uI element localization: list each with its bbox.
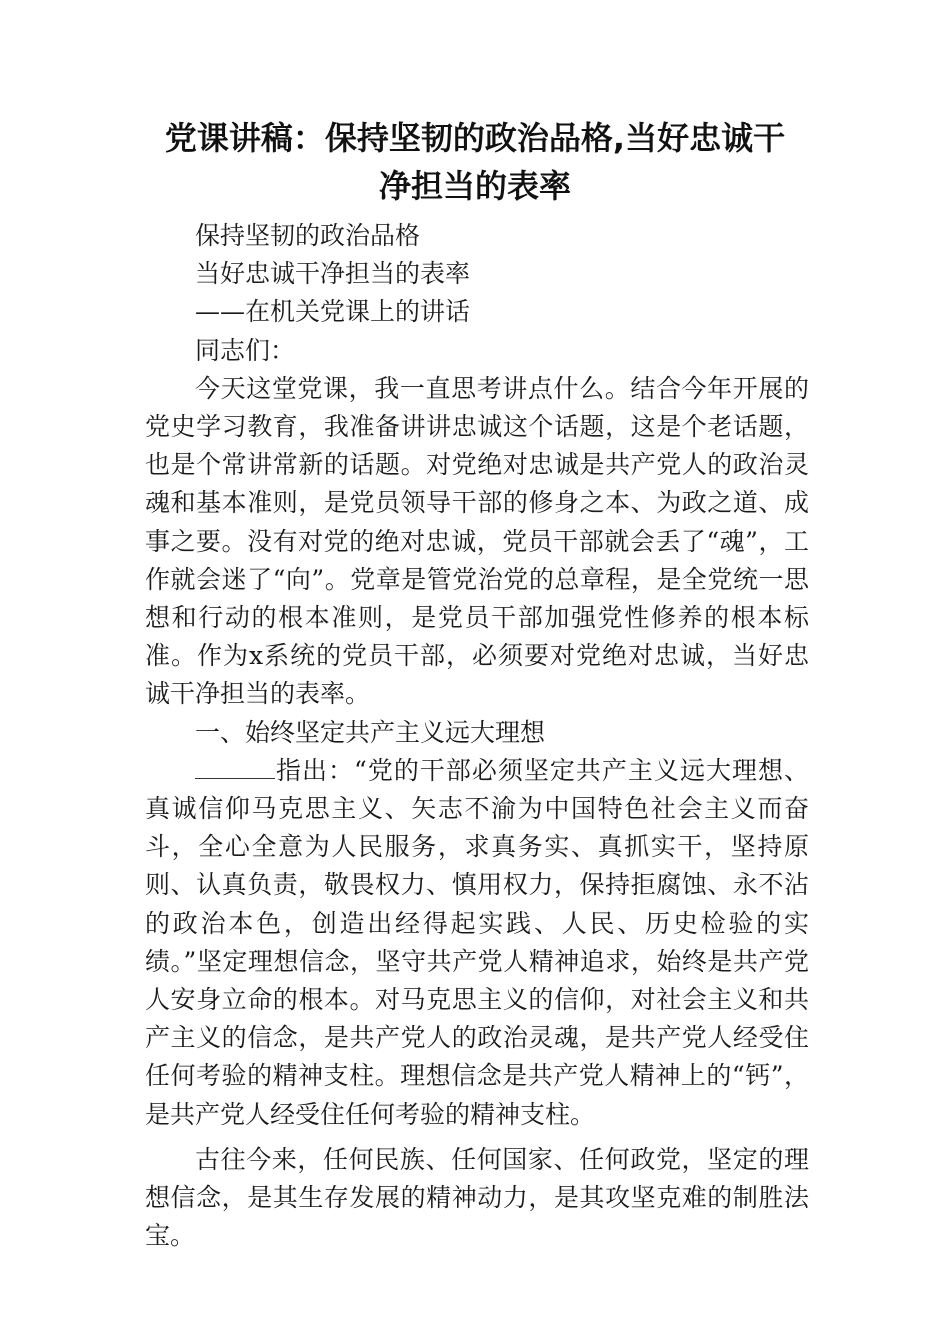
section-heading-1: 一、始终坚定共产主义远大理想 — [195, 717, 546, 747]
salutation: 同志们： — [195, 335, 296, 365]
subtitle-line-1: 保持坚韧的政治品格 — [195, 221, 421, 250]
paragraph-quote — [145, 752, 809, 1134]
subtitle-line-2: 当好忠诚干净担当的表率 — [195, 259, 471, 289]
paragraph-history: 古往今来，任何民族、任何国家、任何政党，坚定的理想信念，是其生存发展的精神动力，是其攻坚克难的制胜法宝。 — [145, 1144, 809, 1251]
title-line-1: 党课讲稿：保持坚韧的政治品格,当好忠诚干 — [164, 119, 786, 157]
paragraph-quote-text: 指出：“党的干部必须坚定共产主义远大理想、真诚信仰马克思主义、矢志不渝为中国特色社会主义而奋斗，全心全意为人民服务，求真务实、真抓实干，坚持原则、认真负责，敬畏权力、慎用权力，保持拒腐蚀、永不沾的政治本色，创造出经得起实践、人民、历史检验的实绩。”坚定理想信念，坚守共产党人精神追求，始终是共产党人安身立命的根本。对马克思主义的信仰，对社会主义和共产主义的信念，是共产党人的政治灵魂，是共产党人经受住任何考验的精神支柱。理想信念是共产党人精神上的“钙”，是共产党人经受住任何考验的精神支柱。 — [145, 755, 809, 1129]
speech-occasion: ——在机关党课上的讲话 — [195, 297, 471, 327]
document-title — [100, 114, 850, 210]
title-line-2: 净担当的表率 — [378, 167, 571, 205]
document-body — [145, 217, 809, 1255]
redacted-blank — [195, 758, 275, 779]
paragraph-intro: 今天这堂党课，我一直思考讲点什么。结合今年开展的党史学习教育，我准备讲讲忠诚这个话题，这是个老话题，也是个常讲常新的话题。对党绝对忠诚是共产党人的政治灵魂和基本准则，是党员领导干部的修身之本、为政之道、成事之要。没有对党的绝对忠诚，党员干部就会丢了“魂”，工作就会迷了“向”。党章是管党治党的总章程，是全党统一思想和行动的根本准则，是党员干部加强党性修养的根本标准。作为x系统的党员干部，必须要对党绝对忠诚，当好忠诚干净担当的表率。 — [145, 373, 809, 709]
